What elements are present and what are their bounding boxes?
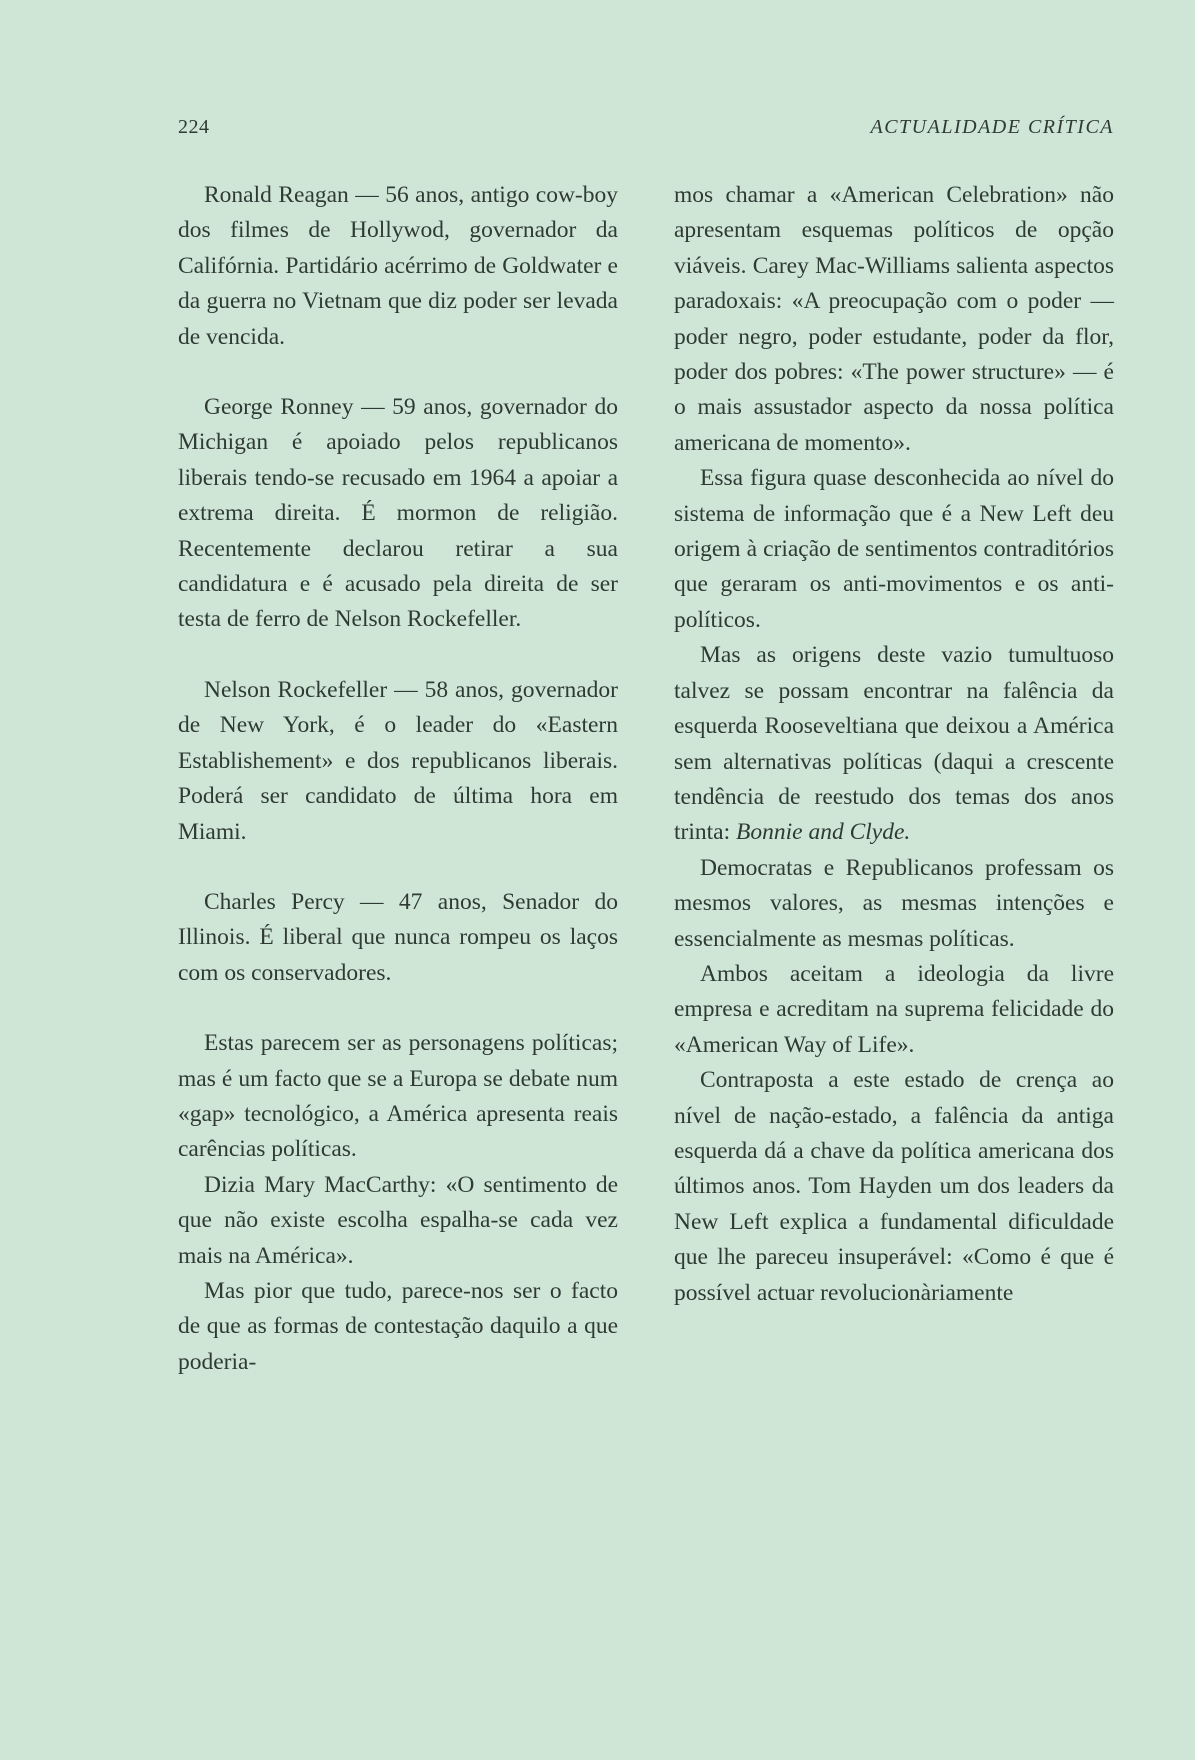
paragraph-reagan: Ronald Reagan — 56 anos, antigo cow-boy dos filmes de Hollywod, governador da Califórnia. Partidário acérrimo de Goldwater e da guerra no Vietnam que diz poder ser levada de vencida. xyxy=(178,182,618,350)
paragraph-rockefeller: Nelson Rockefeller — 58 anos, governador de New York, é o leader do «Eastern Establishement» e dos republicanos liberais. Poderá ser candidato de última hora em Miami. xyxy=(178,676,618,845)
paragraph-origens-text: Mas as origens deste vazio tumultuoso talvez se possam encontrar na falência da esquerda Rooseveltiana que deixou a América sem alternativas políticas (daqui a crescente tendência de reestudo dos temas dos anos trinta: xyxy=(674,642,1114,846)
paragraph-maccarthy: Dizia Mary MacCarthy: «O sentimento de que não existe escolha espalha-se cada vez mais na América». xyxy=(178,1171,618,1269)
paragraph-personagens: Estas parecem ser as personagens políticas; mas é um facto que se a Europa se debate num «gap» tecnológico, a América apresenta reais carências políticas. xyxy=(178,1030,618,1163)
paragraph-contraposta: Contraposta a este estado de crença ao nível de nação-estado, a falência da antiga esquerda dá a chave da política americana dos últimos anos. Tom Hayden um dos leaders da New Left explica a fundamental dificuldade que lhe pareceu insuperável: «Como é que é possível actuar revolucionàriamente xyxy=(674,1067,1114,1306)
paragraph-origens xyxy=(674,638,1114,850)
page-header xyxy=(178,116,1114,148)
paragraph-ronney: George Ronney — 59 anos, governador do Michigan é apoiado pelos republicanos liberais tendo-se recusado em 1964 a apoiar a extrema direita. É mormon de religião. Recentemente declarou retirar a sua candidatura e é acusado pela direita de ser testa de ferro de Nelson Rockefeller. xyxy=(178,394,618,633)
paragraph-percy: Charles Percy — 47 anos, Senador do Illinois. É liberal que nunca rompeu os laços com os conservadores. xyxy=(178,888,618,986)
paragraph-american-celebration: mos chamar a «American Celebration» não apresentam esquemas políticos de opção viáveis. Carey Mac-Williams salienta aspectos paradoxais: «A preocupação com o poder — poder negro, poder estudante, poder da flor, poder dos pobres: «The power structure» — é o mais assustador aspecto da nossa política americana de momento». xyxy=(674,182,1114,456)
paragraph-new-left: Essa figura quase desconhecida ao nível do sistema de informação que é a New Left deu origem à criação de sentimentos contraditórios que geraram os anti-movimentos e os anti-políticos. xyxy=(674,465,1114,633)
paragraph-contestacao: Mas pior que tudo, parece-nos ser o facto de que as formas de contestação daquilo a que poderia- xyxy=(178,1277,618,1375)
page-number: 224 xyxy=(178,116,210,138)
running-head: ACTUALIDADE CRÍTICA xyxy=(870,116,1114,138)
right-column xyxy=(674,178,1114,1311)
paragraph-ambos: Ambos aceitam a ideologia da livre empresa e acreditam na suprema felicidade do «American Way of Life». xyxy=(674,960,1114,1058)
paragraph-democratas: Democratas e Republicanos professam os mesmos valores, as mesmas intenções e essencialmente as mesmas políticas. xyxy=(674,854,1114,952)
film-title: Bonnie and Clyde. xyxy=(736,819,911,846)
left-column xyxy=(178,178,618,1380)
